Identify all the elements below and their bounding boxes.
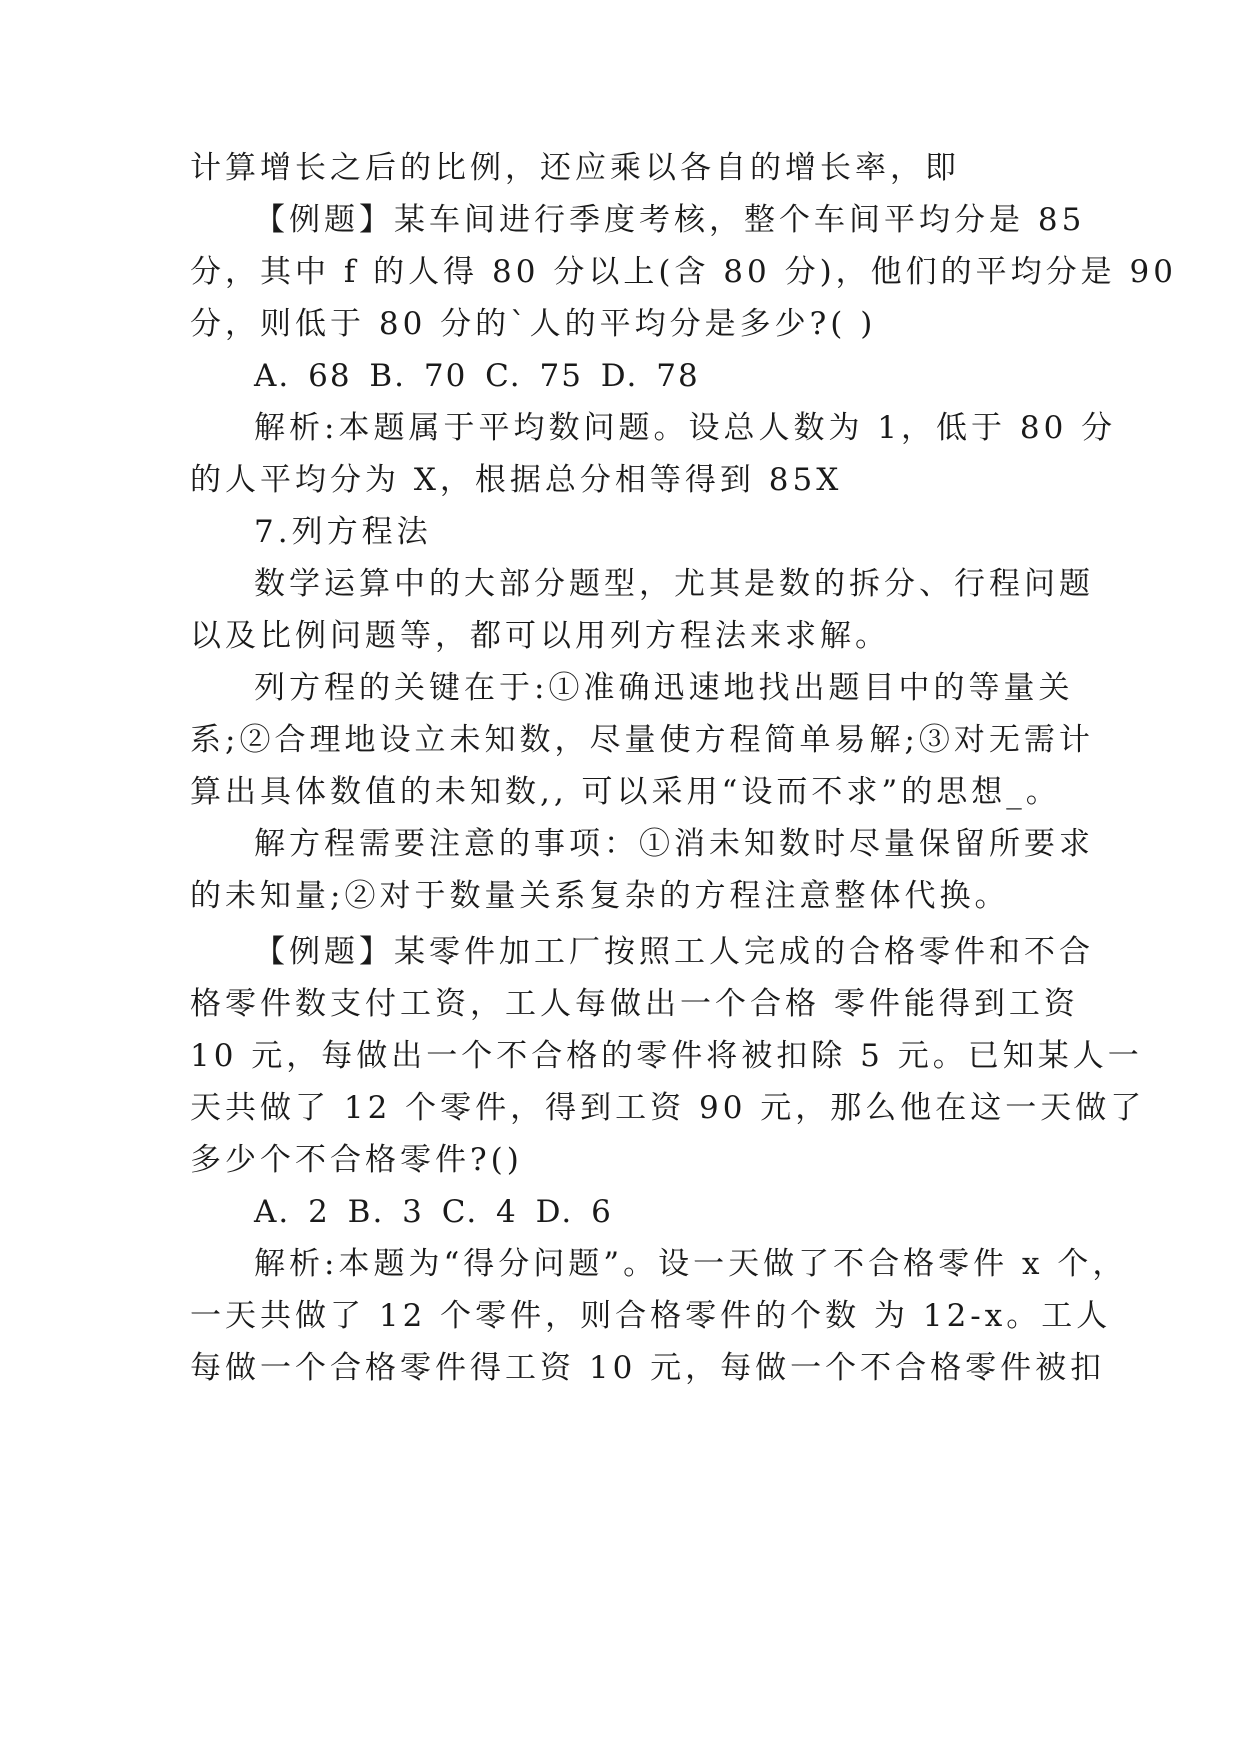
text-line: 【例题】某车间进行季度考核，整个车间平均分是 85 (254, 202, 1086, 238)
text-line: 的未知量;②对于数量关系复杂的方程注意整体代换。 (190, 878, 1010, 914)
section-heading: 7.列方程法 (254, 514, 432, 550)
text-line: 系;②合理地设立未知数，尽量使方程简单易解;③对无需计 (190, 722, 1094, 758)
text-line: 列方程的关键在于:①准确迅速地找出题目中的等量关 (254, 670, 1074, 706)
text-line: 一天共做了 12 个零件，则合格零件的个数 为 12-x。工人 (190, 1298, 1112, 1334)
text-line: 解析:本题为“得分问题”。设一天做了不合格零件 x 个， (254, 1246, 1128, 1282)
answer-options: A. 68 B. 70 C. 75 D. 78 (254, 358, 700, 394)
text-line: 解析:本题属于平均数问题。设总人数为 1，低于 80 分 (254, 410, 1117, 446)
text-line: 计算增长之后的比例，还应乘以各自的增长率，即 (190, 150, 960, 186)
text-line: 算出具体数值的未知数,, 可以采用“设而不求”的思想_。 (190, 774, 1061, 810)
text-line: 分，则低于 80 分的`人的平均分是多少?( ) (190, 306, 877, 342)
text-line: 格零件数支付工资，工人每做出一个合格 零件能得到工资 (190, 986, 1079, 1022)
text-line: 以及比例问题等，都可以用列方程法来求解。 (190, 618, 890, 654)
text-line: 的人平均分为 X，根据总分相等得到 85X (190, 462, 843, 498)
text-line: 天共做了 12 个零件，得到工资 90 元，那么他在这一天做了 (190, 1090, 1146, 1126)
text-line: 数学运算中的大部分题型，尤其是数的拆分、行程问题 (254, 566, 1094, 602)
text-line: 10 元，每做出一个不合格的零件将被扣除 5 元。已知某人一 (190, 1038, 1143, 1074)
text-line: 分，其中 f 的人得 80 分以上(含 80 分)，他们的平均分是 90 (190, 254, 1177, 290)
answer-options: A. 2 B. 3 C. 4 D. 6 (254, 1194, 613, 1230)
text-line: 多少个不合格零件?() (190, 1142, 523, 1178)
text-line: 【例题】某零件加工厂按照工人完成的合格零件和不合 (254, 934, 1094, 970)
text-line: 解方程需要注意的事项：①消未知数时尽量保留所要求 (254, 826, 1094, 862)
text-line: 每做一个合格零件得工资 10 元，每做一个不合格零件被扣 (190, 1350, 1106, 1386)
